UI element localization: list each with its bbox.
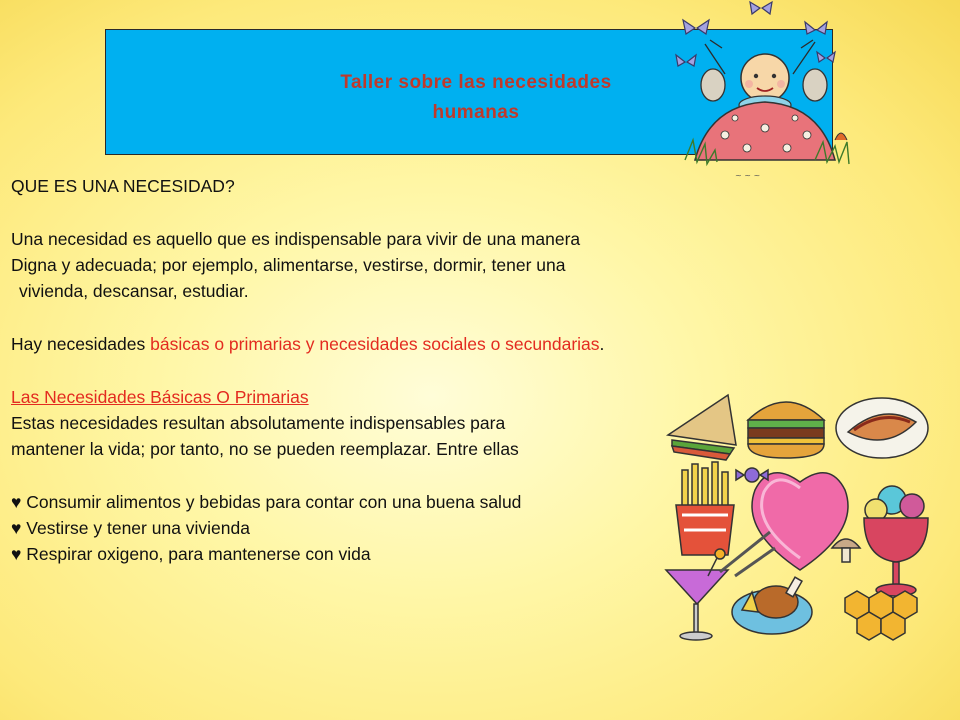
types-prefix: Hay necesidades	[11, 334, 151, 354]
needs-types-sentence	[11, 331, 781, 357]
title-line-1: Taller sobre las necesidades	[340, 72, 612, 93]
bullet-item: ♥ Vestirse y tener una vivienda	[11, 518, 250, 538]
hotdog-icon	[836, 398, 928, 458]
fries-icon	[676, 462, 734, 555]
food-collage-illustration	[660, 380, 935, 645]
section-line-1: Estas necesidades resultan absolutamente indispensables para	[11, 413, 506, 433]
page-title	[276, 68, 676, 128]
title-line-2: humanas	[432, 102, 520, 123]
bullet-item: ♥ Respirar oxigeno, para mantenerse con vida	[11, 544, 371, 564]
mushroom-icon	[832, 539, 860, 562]
svg-text:~ ~ ~: ~ ~ ~	[735, 171, 761, 180]
section-line-2: mantener la vida; por tanto, no se pueden reemplazar. Entre ellas	[11, 439, 519, 459]
chicken-plate-icon	[732, 577, 812, 634]
definition-line-3: vivienda, descansar, estudiar.	[19, 281, 249, 301]
girl-with-butterflies-illustration	[665, 0, 860, 190]
question-heading: QUE ES UNA NECESIDAD?	[11, 176, 235, 196]
sandwich-icon	[668, 395, 736, 460]
honeycomb-icon	[845, 591, 917, 640]
cocktail-icon	[666, 549, 728, 640]
dessert-glass-icon	[864, 486, 928, 596]
definition-line-2: Digna y adecuada; por ejemplo, alimentarse, vestirse, dormir, tener una	[11, 255, 566, 275]
types-suffix: .	[599, 334, 605, 354]
definition-line-1: Una necesidad es aquello que es indispensable para vivir de una manera	[11, 229, 581, 249]
burger-icon	[748, 402, 824, 458]
bullet-item: ♥ Consumir alimentos y bebidas para contar con una buena salud	[11, 492, 522, 512]
section-heading: Las Necesidades Básicas O Primarias	[11, 387, 309, 407]
types-highlight: básicas o primarias y necesidades sociales o secundarias	[150, 334, 600, 354]
